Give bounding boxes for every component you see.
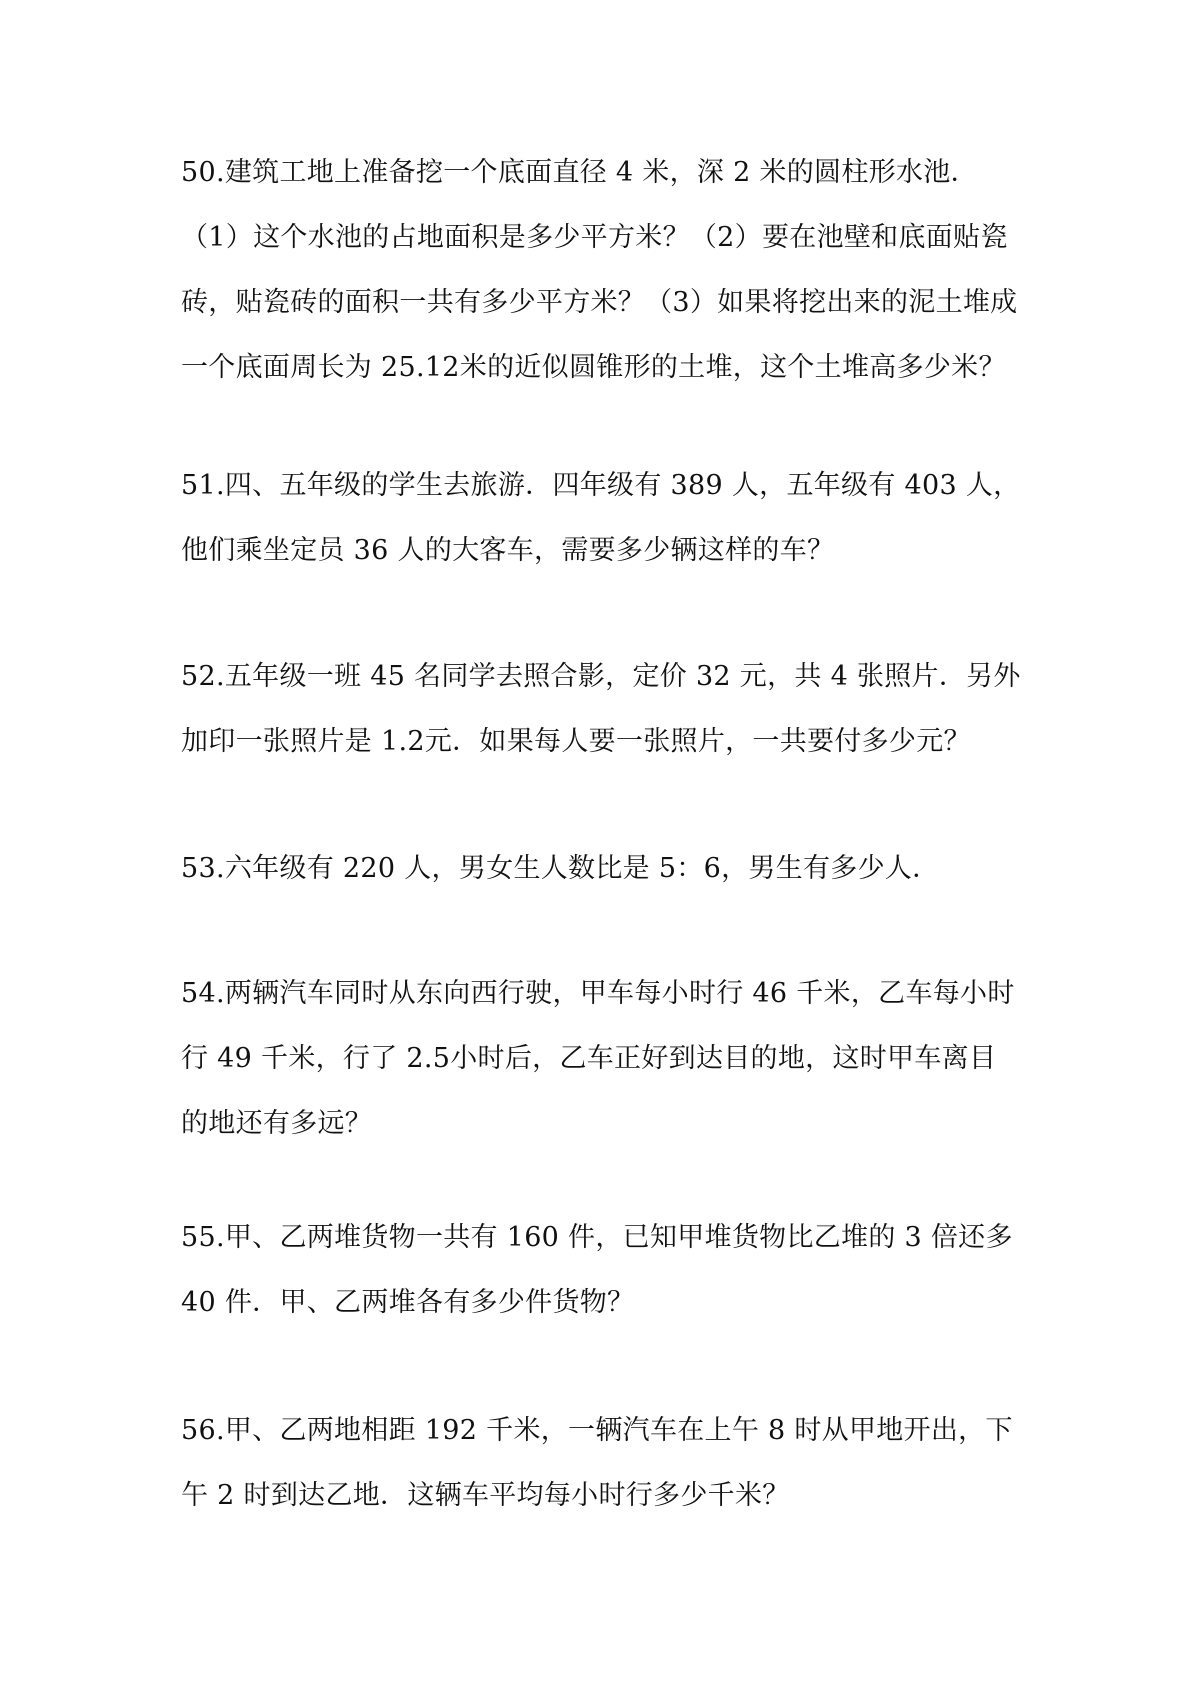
question-54: 54.两辆汽车同时从东向西行驶，甲车每小时行 46 千米，乙车每小时行 49 千米，行了 2.5小时后，乙车正好到达目的地，这时甲车离目的地还有多远？ — [181, 978, 1015, 1139]
question-55: 55.甲、乙两堆货物一共有 160 件，已知甲堆货物比乙堆的 3 倍还多 40 件．甲、乙两堆各有多少件货物？ — [181, 1222, 1013, 1318]
question-51: 51.四、五年级的学生去旅游．四年级有 389 人，五年级有 403 人，他们乘坐定员 36 人的大客车，需要多少辆这样的车？ — [181, 470, 1021, 566]
question-53: 53.六年级有 220 人，男女生人数比是 5：6，男生有多少人． — [181, 853, 940, 884]
question-52: 52.五年级一班 45 名同学去照合影，定价 32 元，共 4 张照片．另外加印一张照片是 1.2元．如果每人要一张照片，一共要付多少元？ — [181, 661, 1021, 757]
question-50: 50.建筑工地上准备挖一个底面直径 4 米，深 2 米的圆柱形水池．（1）这个水池的占地面积是多少平方米？（2）要在池壁和底面贴瓷砖，贴瓷砖的面积一共有多少平方米？（3）如果将挖出来的泥土堆成一个底面周长为 25.12米的近似圆锥形的土堆，这个土堆高多少米？ — [181, 157, 1018, 383]
question-56: 56.甲、乙两地相距 192 千米，一辆汽车在上午 8 时从甲地开出，下午 2 时到达乙地．这辆车平均每小时行多少千米？ — [181, 1415, 1013, 1511]
